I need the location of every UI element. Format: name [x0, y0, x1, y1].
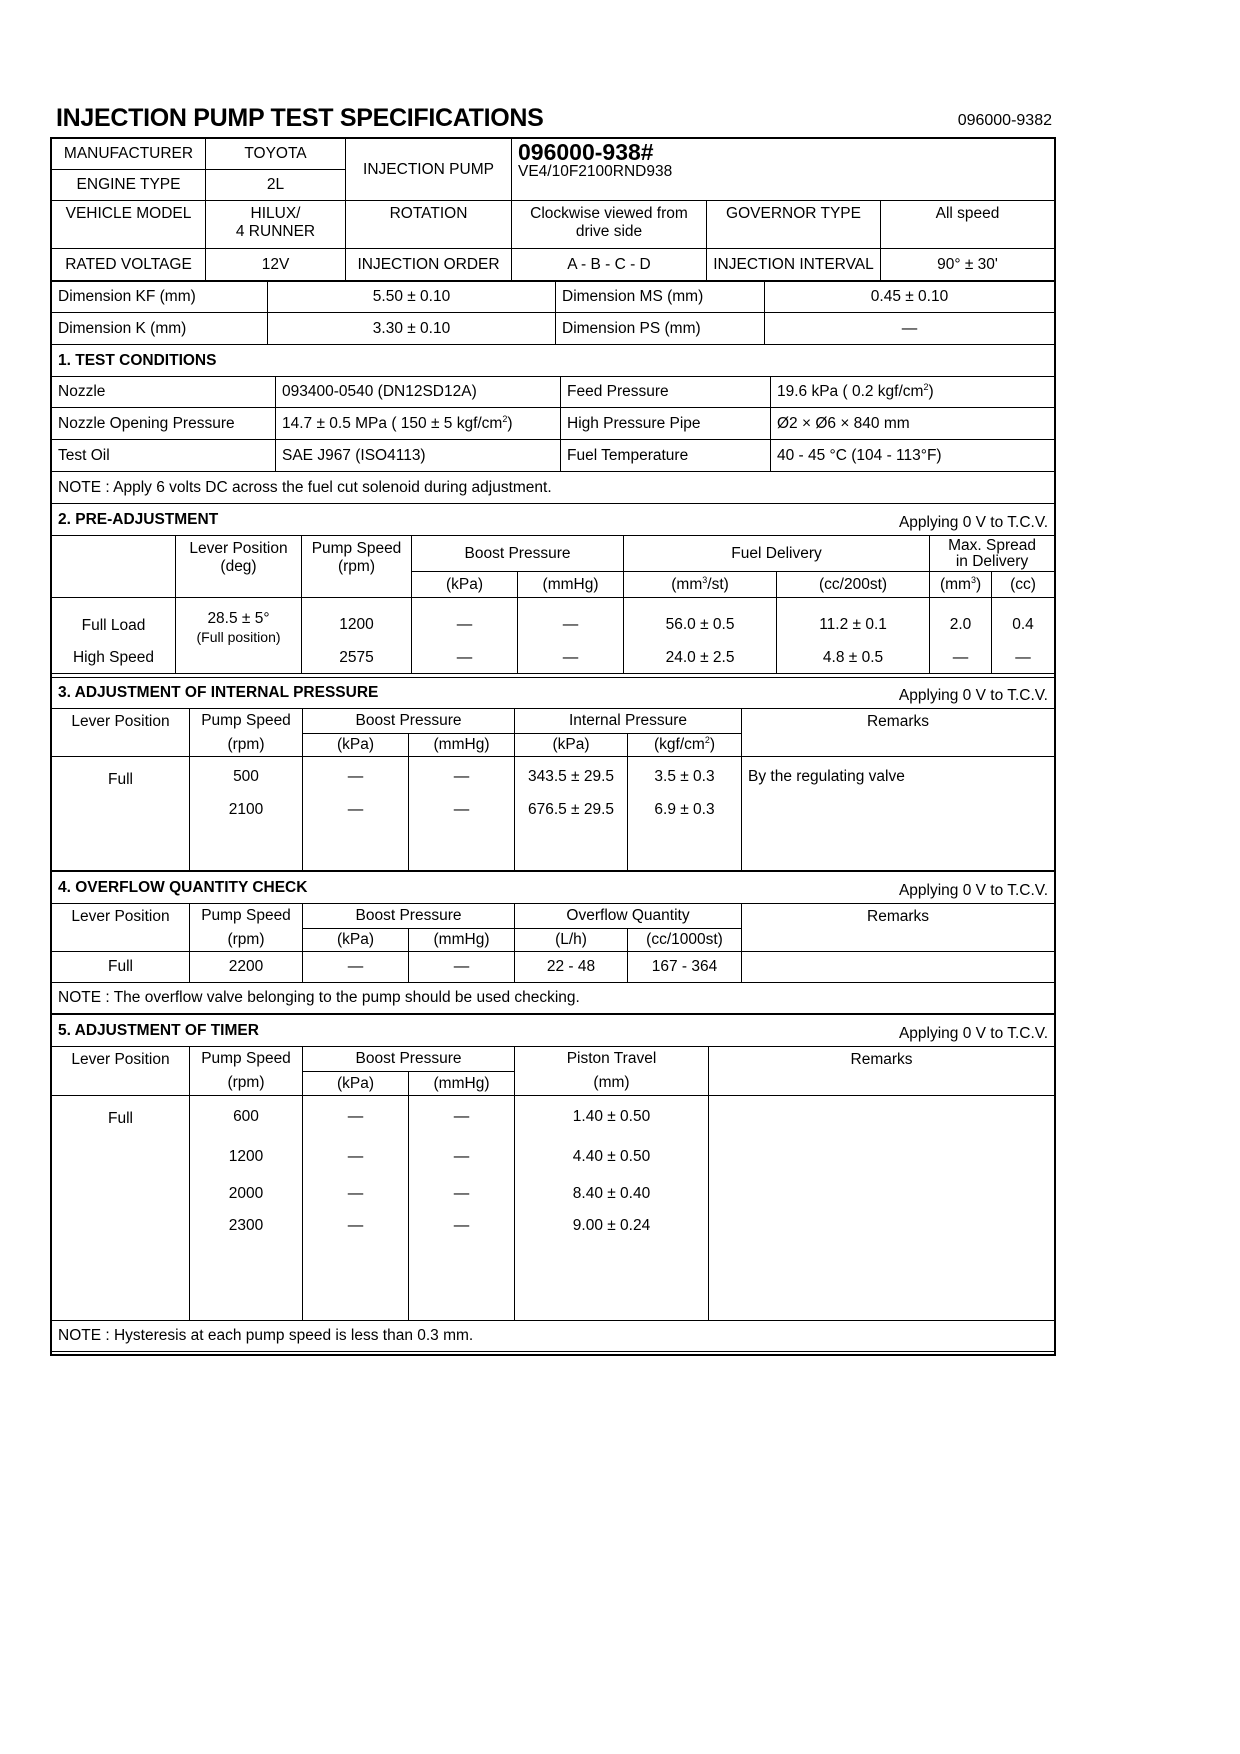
pump-speed-header — [302, 536, 412, 598]
remarks-header: Remarks — [742, 904, 1055, 952]
pump-speed-unit: (rpm) — [190, 734, 303, 757]
document-number: 096000-9382 — [957, 112, 1052, 129]
dimension-ps-value: — — [765, 313, 1055, 345]
engine-type-value: 2L — [206, 170, 346, 201]
boost-kpa: — — [412, 644, 518, 674]
section-heading: 2. PRE-ADJUSTMENT — [52, 504, 624, 536]
boost-kpa-header: (kPa) — [303, 1072, 409, 1096]
section-heading: 1. TEST CONDITIONS — [52, 345, 1055, 377]
piston-travel: 4.40 ± 0.50 — [515, 1139, 709, 1176]
pump-speed-unit: (rpm) — [190, 1072, 303, 1096]
pump-speed-header: Pump Speed — [190, 1047, 303, 1072]
section-heading: 5. ADJUSTMENT OF TIMER — [52, 1015, 515, 1047]
manufacturer-value: TOYOTA — [206, 139, 346, 170]
test-conditions-table — [51, 344, 1055, 504]
table-row — [52, 797, 1055, 871]
table-row — [52, 598, 1055, 644]
piston-travel-unit: (mm) — [515, 1072, 709, 1096]
max-spread-line-1: Max. Spread — [948, 536, 1036, 554]
high-pressure-pipe-value: Ø2 × Ø6 × 840 mm — [771, 408, 1055, 440]
boost-kpa-header: (kPa) — [303, 929, 409, 952]
pump-speed: 1200 — [302, 598, 412, 644]
remarks — [742, 952, 1055, 983]
kgf-sup: 2 — [704, 734, 710, 745]
fuel-cc: 11.2 ± 0.1 — [777, 598, 930, 644]
test-oil-label: Test Oil — [52, 440, 276, 472]
fuel-mm3-text: (mm — [671, 575, 703, 593]
overflow-table — [51, 871, 1055, 1014]
manufacturer-label: MANUFACTURER — [52, 139, 206, 170]
injection-interval-label: INJECTION INTERVAL — [707, 249, 881, 281]
feed-pressure-sup: 2 — [923, 381, 929, 392]
governor-value: All speed — [881, 201, 1055, 249]
spread-mm3-end: ) — [975, 575, 982, 593]
boost-mmhg-header: (mmHg) — [409, 1072, 515, 1096]
boost-mmhg: — — [518, 598, 624, 644]
fuel-cc-header: (cc/200st) — [777, 572, 930, 598]
pump-speed: 1200 — [190, 1139, 303, 1176]
feed-pressure-value — [771, 377, 1055, 408]
pump-speed-header: Pump Speed — [190, 709, 303, 734]
feed-pressure-end: ) — [928, 383, 934, 400]
boost-kpa: — — [303, 1213, 409, 1321]
piston-travel: 9.00 ± 0.24 — [515, 1213, 709, 1321]
remarks: By the regulating valve — [742, 757, 1055, 797]
internal-pressure-header: Internal Pressure — [515, 709, 742, 734]
governor-label: GOVERNOR TYPE — [707, 201, 881, 249]
vehicle-model-line-2: 4 RUNNER — [235, 223, 316, 240]
boost-mmhg: — — [518, 644, 624, 674]
lever-position-unit: (deg) — [220, 558, 257, 575]
overflow-cc-header: (cc/1000st) — [628, 929, 742, 952]
injection-pump-label: INJECTION PUMP — [346, 139, 512, 201]
dimension-kf-value: 5.50 ± 0.10 — [268, 282, 556, 313]
dimension-k-value: 3.30 ± 0.10 — [268, 313, 556, 345]
internal-kgf: 3.5 ± 0.3 — [628, 757, 742, 797]
test-oil-value: SAE J967 (ISO4113) — [276, 440, 561, 472]
internal-kpa: 676.5 ± 29.5 — [515, 797, 628, 871]
section-heading: 3. ADJUSTMENT OF INTERNAL PRESSURE — [52, 678, 515, 709]
lever-position-value: Full — [52, 1096, 190, 1321]
overflow-quantity-header: Overflow Quantity — [515, 904, 742, 929]
lever-position-value: Full — [52, 952, 190, 983]
lever-position-value: Full — [52, 757, 190, 871]
dimension-kf-label: Dimension KF (mm) — [52, 282, 268, 313]
applying-voltage-note: Applying 0 V to T.C.V. — [624, 504, 1055, 536]
pump-number: 096000-938# — [518, 139, 654, 165]
dimension-ms-label: Dimension MS (mm) — [556, 282, 765, 313]
vehicle-model-line-1: HILUX/ — [250, 205, 301, 222]
lever-position-note: (Full position) — [196, 628, 281, 645]
boost-pressure-header: Boost Pressure — [303, 904, 515, 929]
timer-note: NOTE : Hysteresis at each pump speed is less than 0.3 mm. — [52, 1321, 1055, 1352]
boost-mmhg: — — [409, 1096, 515, 1139]
kgf-end: ) — [709, 736, 715, 753]
dimension-ms-value: 0.45 ± 0.10 — [765, 282, 1055, 313]
dimension-ps-label: Dimension PS (mm) — [556, 313, 765, 345]
row-label-header — [52, 536, 176, 598]
spread-cc: — — [992, 644, 1055, 674]
row-name: Full Load — [52, 598, 176, 644]
remarks — [742, 797, 1055, 871]
rotation-value — [512, 201, 707, 249]
pump-speed: 600 — [190, 1096, 303, 1139]
nozzle-opening-pressure-value — [276, 408, 561, 440]
lever-position-header — [176, 536, 302, 598]
nop-end: ) — [507, 414, 513, 432]
max-spread-header — [930, 536, 1055, 572]
pump-speed-unit: (rpm) — [337, 558, 376, 575]
fuel-mm3: 56.0 ± 0.5 — [624, 598, 777, 644]
nozzle-label: Nozzle — [52, 377, 276, 408]
boost-pressure-header: Boost Pressure — [303, 1047, 515, 1072]
rotation-line-1: Clockwise viewed from — [530, 205, 688, 222]
spread-cc-header: (cc) — [992, 572, 1055, 598]
lever-position-header: Lever Position — [52, 1047, 190, 1096]
fuel-delivery-header: Fuel Delivery — [624, 536, 930, 572]
spread-mm3: — — [930, 644, 992, 674]
nozzle-opening-pressure-label: Nozzle Opening Pressure — [52, 408, 276, 440]
internal-pressure-table — [51, 677, 1055, 871]
boost-mmhg-header: (mmHg) — [409, 734, 515, 757]
boost-kpa: — — [303, 757, 409, 797]
overflow-cc: 167 - 364 — [628, 952, 742, 983]
boost-kpa: — — [303, 1139, 409, 1176]
rotation-line-2: drive side — [575, 223, 643, 240]
row-name: High Speed — [52, 644, 176, 674]
header-table — [51, 138, 1055, 281]
applying-voltage-note: Applying 0 V to T.C.V. — [515, 872, 1055, 904]
page-title: INJECTION PUMP TEST SPECIFICATIONS — [56, 104, 544, 132]
boost-kpa: — — [303, 1176, 409, 1213]
lever-position-value — [176, 598, 302, 674]
applying-voltage-note: Applying 0 V to T.C.V. — [515, 678, 1055, 709]
boost-mmhg: — — [409, 797, 515, 871]
fuel-temperature-value: 40 - 45 °C (104 - 113°F) — [771, 440, 1055, 472]
timer-table — [51, 1014, 1055, 1352]
nop-text: 14.7 ± 0.5 MPa ( 150 ± 5 kgf/cm — [282, 414, 503, 432]
rotation-label: ROTATION — [346, 201, 512, 249]
remarks-header: Remarks — [742, 709, 1055, 757]
pump-model: VE4/10F2100RND938 — [518, 163, 673, 180]
fuel-mm3-sup: 3 — [702, 574, 708, 585]
pump-speed: 2000 — [190, 1176, 303, 1213]
piston-travel: 8.40 ± 0.40 — [515, 1176, 709, 1213]
boost-pressure-header: Boost Pressure — [412, 536, 624, 572]
section-heading: 4. OVERFLOW QUANTITY CHECK — [52, 872, 515, 904]
overflow-note: NOTE : The overflow valve belonging to the pump should be used checking. — [52, 983, 1055, 1014]
pump-speed: 500 — [190, 757, 303, 797]
rated-voltage-value: 12V — [206, 249, 346, 281]
spread-mm3-sup: 3 — [970, 574, 976, 585]
injection-order-value: A - B - C - D — [512, 249, 707, 281]
boost-kpa: — — [303, 797, 409, 871]
kgf-text: (kgf/cm — [654, 736, 705, 753]
nozzle-value: 093400-0540 (DN12SD12A) — [276, 377, 561, 408]
boost-mmhg-header: (mmHg) — [409, 929, 515, 952]
table-row — [52, 1096, 1055, 1139]
fuel-cc: 4.8 ± 0.5 — [777, 644, 930, 674]
boost-kpa: — — [303, 1096, 409, 1139]
test-conditions-note: NOTE : Apply 6 volts DC across the fuel cut solenoid during adjustment. — [52, 472, 1055, 504]
pump-speed: 2200 — [190, 952, 303, 983]
dimensions-table — [51, 281, 1055, 345]
pump-id-cell — [512, 139, 1055, 201]
high-pressure-pipe-label: High Pressure Pipe — [561, 408, 771, 440]
vehicle-model-value — [206, 201, 346, 249]
boost-mmhg: — — [409, 1213, 515, 1321]
boost-kpa: — — [412, 598, 518, 644]
feed-pressure-label: Feed Pressure — [561, 377, 771, 408]
piston-travel: 1.40 ± 0.50 — [515, 1096, 709, 1139]
dimension-k-label: Dimension K (mm) — [52, 313, 268, 345]
pump-speed: 2575 — [302, 644, 412, 674]
lever-position-degrees: 28.5 ± 5° — [207, 609, 270, 627]
fuel-temperature-label: Fuel Temperature — [561, 440, 771, 472]
lever-position-title: Lever Position — [189, 540, 288, 557]
table-row — [52, 952, 1055, 983]
pump-speed: 2300 — [190, 1213, 303, 1321]
boost-mmhg: — — [409, 757, 515, 797]
boost-kpa-header: (kPa) — [412, 572, 518, 598]
internal-kpa-header: (kPa) — [515, 734, 628, 757]
spread-cc: 0.4 — [992, 598, 1055, 644]
boost-mmhg: — — [409, 1139, 515, 1176]
remarks-header: Remarks — [709, 1047, 1055, 1096]
applying-voltage-note: Applying 0 V to T.C.V. — [515, 1015, 1055, 1047]
injection-interval-value: 90° ± 30' — [881, 249, 1055, 281]
feed-pressure-text: 19.6 kPa ( 0.2 kgf/cm — [777, 383, 924, 400]
max-spread-line-2: in Delivery — [955, 552, 1029, 570]
internal-kgf: 6.9 ± 0.3 — [628, 797, 742, 871]
boost-mmhg-header: (mmHg) — [518, 572, 624, 598]
spread-mm3: 2.0 — [930, 598, 992, 644]
table-row — [52, 757, 1055, 797]
boost-mmhg: — — [409, 1176, 515, 1213]
internal-kpa: 343.5 ± 29.5 — [515, 757, 628, 797]
pump-speed: 2100 — [190, 797, 303, 871]
lever-position-header: Lever Position — [52, 709, 190, 757]
nop-sup: 2 — [502, 413, 508, 424]
internal-kgf-header — [628, 734, 742, 757]
rated-voltage-label: RATED VOLTAGE — [52, 249, 206, 281]
fuel-mm3: 24.0 ± 2.5 — [624, 644, 777, 674]
boost-kpa-header: (kPa) — [303, 734, 409, 757]
boost-pressure-header: Boost Pressure — [303, 709, 515, 734]
remarks — [709, 1096, 1055, 1321]
pre-adjustment-table — [51, 503, 1055, 674]
boost-mmhg: — — [409, 952, 515, 983]
engine-type-label: ENGINE TYPE — [52, 170, 206, 201]
pump-speed-header: Pump Speed — [190, 904, 303, 929]
pump-speed-unit: (rpm) — [190, 929, 303, 952]
pump-speed-title: Pump Speed — [311, 540, 402, 557]
boost-kpa: — — [303, 952, 409, 983]
lever-position-header: Lever Position — [52, 904, 190, 952]
spread-mm3-header — [930, 572, 992, 598]
overflow-lh-header: (L/h) — [515, 929, 628, 952]
fuel-mm3-end: /st) — [707, 575, 729, 593]
piston-travel-header: Piston Travel — [515, 1047, 709, 1072]
overflow-lh: 22 - 48 — [515, 952, 628, 983]
spread-mm3-text: (mm — [939, 575, 971, 593]
vehicle-model-label: VEHICLE MODEL — [52, 201, 206, 249]
injection-order-label: INJECTION ORDER — [346, 249, 512, 281]
fuel-mm3-header — [624, 572, 777, 598]
